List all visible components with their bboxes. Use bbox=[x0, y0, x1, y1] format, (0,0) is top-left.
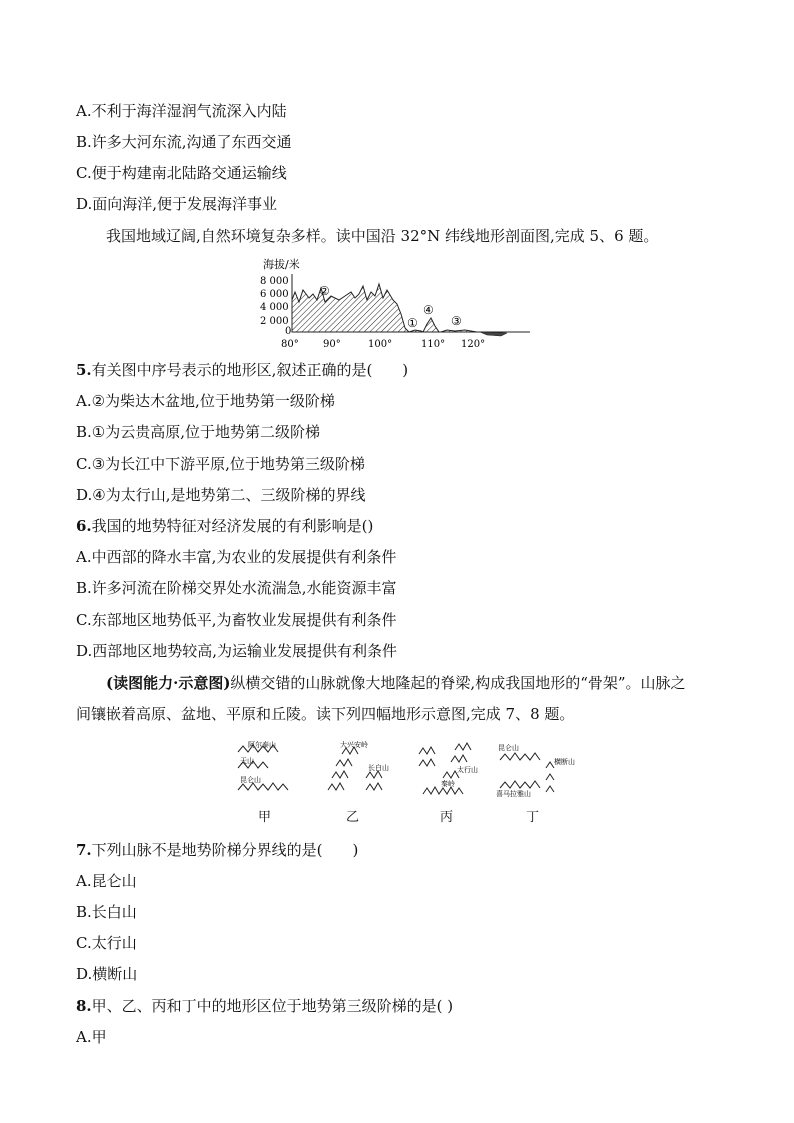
intro-7-8-line2: 间镶嵌着高原、盆地、平原和丘陵。读下列四幅地形示意图,完成 7、8 题。 bbox=[76, 705, 575, 723]
ding-label-himalaya: 喜马拉雅山 bbox=[496, 790, 531, 798]
question-7-number: 7. bbox=[76, 841, 92, 859]
yi-label-daxinganling: 大兴安岭 bbox=[340, 741, 368, 749]
option-a: A.不利于海洋湿润气流深入内陆 bbox=[76, 102, 287, 120]
x-tick-90: 90° bbox=[323, 339, 341, 350]
terrain-sketch-ding bbox=[494, 738, 575, 800]
ding-label-hengduan: 横断山 bbox=[554, 758, 575, 766]
profile-ylabel: 海拔/米 bbox=[263, 258, 300, 271]
option-b: B.许多大河东流,沟通了东西交通 bbox=[76, 133, 292, 151]
option-d: D.面向海洋,便于发展海洋事业 bbox=[76, 195, 278, 213]
q6-option-c: C.东部地区地势低平,为畜牧业发展提供有利条件 bbox=[76, 611, 397, 629]
question-6 bbox=[76, 516, 373, 536]
jia-label-tianshan: 天山 bbox=[240, 757, 254, 765]
q6-option-d: D.西部地区地势较高,为运输业发展提供有利条件 bbox=[76, 642, 398, 660]
x-tick-100: 100° bbox=[368, 339, 393, 350]
marker-3: ③ bbox=[451, 314, 462, 328]
q5-option-b: B.①为云贵高原,位于地势第二级阶梯 bbox=[76, 423, 321, 441]
y-tick-4000: 4 000 bbox=[260, 302, 289, 313]
question-6-number: 6. bbox=[76, 517, 92, 535]
terrain-sketch-jia bbox=[234, 738, 296, 800]
yi-label-changbai: 长白山 bbox=[368, 764, 389, 772]
q7-option-c: C.太行山 bbox=[76, 934, 137, 952]
question-6-stem: 我国的地势特征对经济发展的有利影响是() bbox=[91, 517, 374, 535]
profile-sea bbox=[480, 332, 507, 336]
marker-2: ② bbox=[319, 284, 330, 298]
marker-4: ④ bbox=[423, 303, 434, 317]
caption-yi: 乙 bbox=[346, 810, 360, 825]
q6-option-a: A.中西部的降水丰富,为农业的发展提供有利条件 bbox=[76, 548, 397, 566]
terrain-sketch-bing bbox=[415, 738, 477, 800]
question-8 bbox=[76, 996, 453, 1016]
option-c: C.便于构建南北陆路交通运输线 bbox=[76, 164, 287, 182]
q7-option-b: B.长白山 bbox=[76, 903, 137, 921]
caption-jia: 甲 bbox=[258, 810, 272, 825]
question-7 bbox=[76, 840, 358, 860]
question-8-stem: 甲、乙、丙和丁中的地形区位于地势第三级阶梯的是( ) bbox=[91, 997, 454, 1015]
bing-label-qinling: 秦岭 bbox=[441, 780, 455, 788]
question-5-stem: 有关图中序号表示的地形区,叙述正确的是( ) bbox=[91, 361, 409, 379]
intro-5-6: 我国地域辽阔,自然环境复杂多样。读中国沿 32°N 纬线地形剖面图,完成 5、6 题。 bbox=[106, 227, 659, 245]
y-tick-6000: 6 000 bbox=[260, 289, 289, 300]
y-tick-8000: 8 000 bbox=[260, 276, 289, 287]
marker-1: ① bbox=[407, 316, 418, 330]
x-tick-110: 110° bbox=[421, 339, 446, 350]
bing-label-taihang: 太行山 bbox=[457, 766, 478, 774]
jia-label-kunlun: 昆仑山 bbox=[240, 776, 261, 784]
intro-7-8-line1 bbox=[106, 673, 686, 693]
x-tick-120: 120° bbox=[461, 339, 486, 350]
question-7-stem: 下列山脉不是地势阶梯分界线的是( ) bbox=[91, 841, 359, 859]
q5-option-d: D.④为太行山,是地势第二、三级阶梯的界线 bbox=[76, 486, 366, 504]
profile-terrain bbox=[292, 284, 409, 332]
ding-label-kunlun: 昆仑山 bbox=[498, 744, 519, 752]
caption-ding: 丁 bbox=[526, 810, 540, 825]
intro-7-8-tag: (读图能力·示意图) bbox=[106, 674, 231, 692]
q5-option-a: A.②为柴达木盆地,位于地势第一级阶梯 bbox=[76, 392, 335, 410]
y-tick-2000: 2 000 bbox=[260, 316, 289, 327]
jia-label-altai: 阿尔泰山 bbox=[248, 741, 276, 749]
x-tick-80: 80° bbox=[281, 339, 299, 350]
question-8-number: 8. bbox=[76, 997, 92, 1015]
q7-option-a: A.昆仑山 bbox=[76, 872, 137, 890]
profile-low-east bbox=[409, 330, 477, 332]
terrain-sketch-yi bbox=[320, 738, 390, 800]
q5-option-c: C.③为长江中下游平原,位于地势第三级阶梯 bbox=[76, 455, 365, 473]
y-tick-0: 0 bbox=[285, 326, 292, 337]
intro-7-8-text1: 纵横交错的山脉就像大地隆起的脊梁,构成我国地形的“骨架”。山脉之 bbox=[230, 674, 686, 692]
caption-bing: 丙 bbox=[440, 810, 454, 825]
question-5-number: 5. bbox=[76, 361, 92, 379]
q6-option-b: B.许多河流在阶梯交界处水流湍急,水能资源丰富 bbox=[76, 579, 397, 597]
q8-option-a: A.甲 bbox=[76, 1028, 107, 1046]
profile-hill-4 bbox=[423, 318, 439, 332]
terrain-profile-figure bbox=[255, 254, 545, 354]
q7-option-d: D.横断山 bbox=[76, 965, 138, 983]
question-5 bbox=[76, 360, 408, 380]
